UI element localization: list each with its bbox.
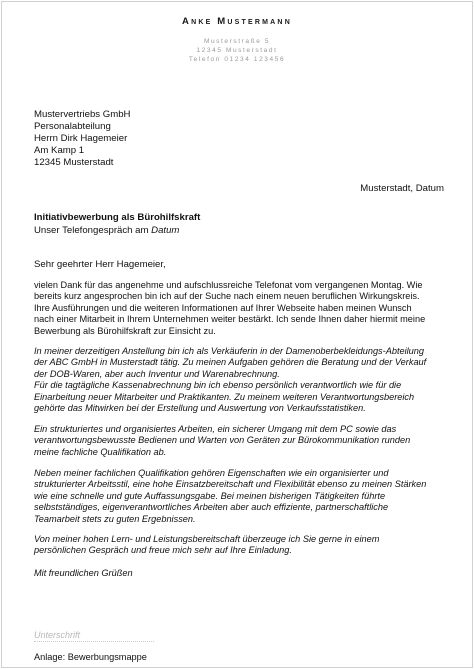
closing-text: Mit freundlichen Grüßen [34,568,133,578]
paragraph-line: Neben meiner fachlichen Qualifikation gehören Eigenschaften wie ein organisierter und [34,468,389,478]
sender-city: 12345 Musterstadt [196,47,278,54]
paragraph-line: der ABC GmbH in Musterstadt tätig. Zu meinen Aufgaben gehören die Beratung und der Verkauf [34,357,427,368]
sender-street: Musterstraße 5 [203,38,271,45]
recipient-line: Am Kamp 1 [34,145,85,156]
recipient-line: 12345 Musterstadt [34,157,114,168]
paragraph-line: Für die tagtägliche Kassenabrechnung bin ich ebenso persönlich verantwortlich wie für die [34,380,402,391]
body-paragraph [34,424,454,458]
paragraph-line: Teamarbeit stets zu guten Ergebnissen. [34,513,196,524]
letter-date: Musterstadt, Datum [360,183,444,194]
paragraph-line: Von meiner hohen Lern- und Leistungsbereitschaft überzeuge ich Sie gerne in einem [34,534,380,544]
paragraph-line: bereits kurz angesprochen bin ich auf der Suche nach einem neuen beruflichen Wirkungskreis. [34,291,420,302]
paragraph-line: strukturierter Arbeitsstil, eine hohe Einsatzbereitschaft und Flexibilität ebenso zu meinen Stärken [34,479,427,490]
paragraph-line: Ein strukturiertes und organisiertes Arbeiten, ein sicherer Umgang mit dem PC sowie das [34,424,397,434]
paragraph-line: nach einer Mitarbeit in Ihrem Unternehmen weiter bestärkt. Ich sende Ihnen daher hiermit meine [34,314,426,325]
paragraph-line: gehörte das Mitwirken bei der Erstellung und Auswertung von Verkaufsstatistiken. [34,403,366,414]
paragraph-line: Ihre Ausführungen und die weiteren Informationen auf Ihrer Webseite haben meinen Wunsch [34,302,412,313]
paragraph-line: der DOB-Waren, aber auch Inventur und Warenabrechnung. [34,368,280,379]
subject-title: Initiativbewerbung als Bürohilfskraft [34,212,201,223]
paragraph-line: In meiner derzeitigen Anstellung bin ich als Verkäuferin in der Damenoberbekleidungs-Abteilung [34,346,425,356]
paragraph-line: vielen Dank für das angenehme und aufschlussreiche Telefonat vom vergangenen Montag. Wie [34,280,423,290]
closing [34,568,454,579]
body-paragraph [34,534,454,557]
body-paragraph [34,280,454,337]
recipient-line: Mustervertriebs GmbH [34,109,131,120]
paragraph-line: Bewerbung als Bürohilfskraft zur Einsicht zu. [34,325,216,336]
recipient-line: Personalabteilung [34,121,111,132]
salutation: Sehr geehrter Herr Hagemeier, [34,259,166,270]
paragraph-line: Einarbeitung neuer Mitarbeiter und Praktikanten. Zu meinem weiteren Verantwortungsbereich [34,391,415,402]
subject-reference-prefix: Unser Telefongespräch am [34,225,152,236]
paragraph-line: meine fachliche Qualifikation ab. [34,446,167,457]
subject-reference-date: Datum [151,225,180,236]
paragraph-line: selbstständiges, eigenverantwortliches Arbeiten aber auch effiziente, partnerschaftliche [34,502,389,513]
recipient-line: Herrn Dirk Hagemeier [34,133,128,144]
enclosure: Anlage: Bewerbungsmappe [34,652,147,662]
paragraph-line: verantwortungsbewusste Bedienen und Warten von Geräten zur Bürokommunikation runden [34,435,411,446]
body-paragraph [34,346,454,414]
sender-phone: Telefon 01234 123456 [188,56,286,63]
signature-line [34,641,154,642]
body-paragraph [34,468,454,525]
sender-name: Anke Mustermann [182,16,292,27]
signature-placeholder: Unterschrift [34,630,81,640]
paragraph-line: persönlichen Gespräch und freue mich sehr auf Ihre Einladung. [34,545,292,556]
paragraph-line: wie eine schnelle und gute Auffassungsgabe. Bei meinen bisherigen Tätigkeiten führte [34,490,386,501]
subject-reference [34,225,179,236]
